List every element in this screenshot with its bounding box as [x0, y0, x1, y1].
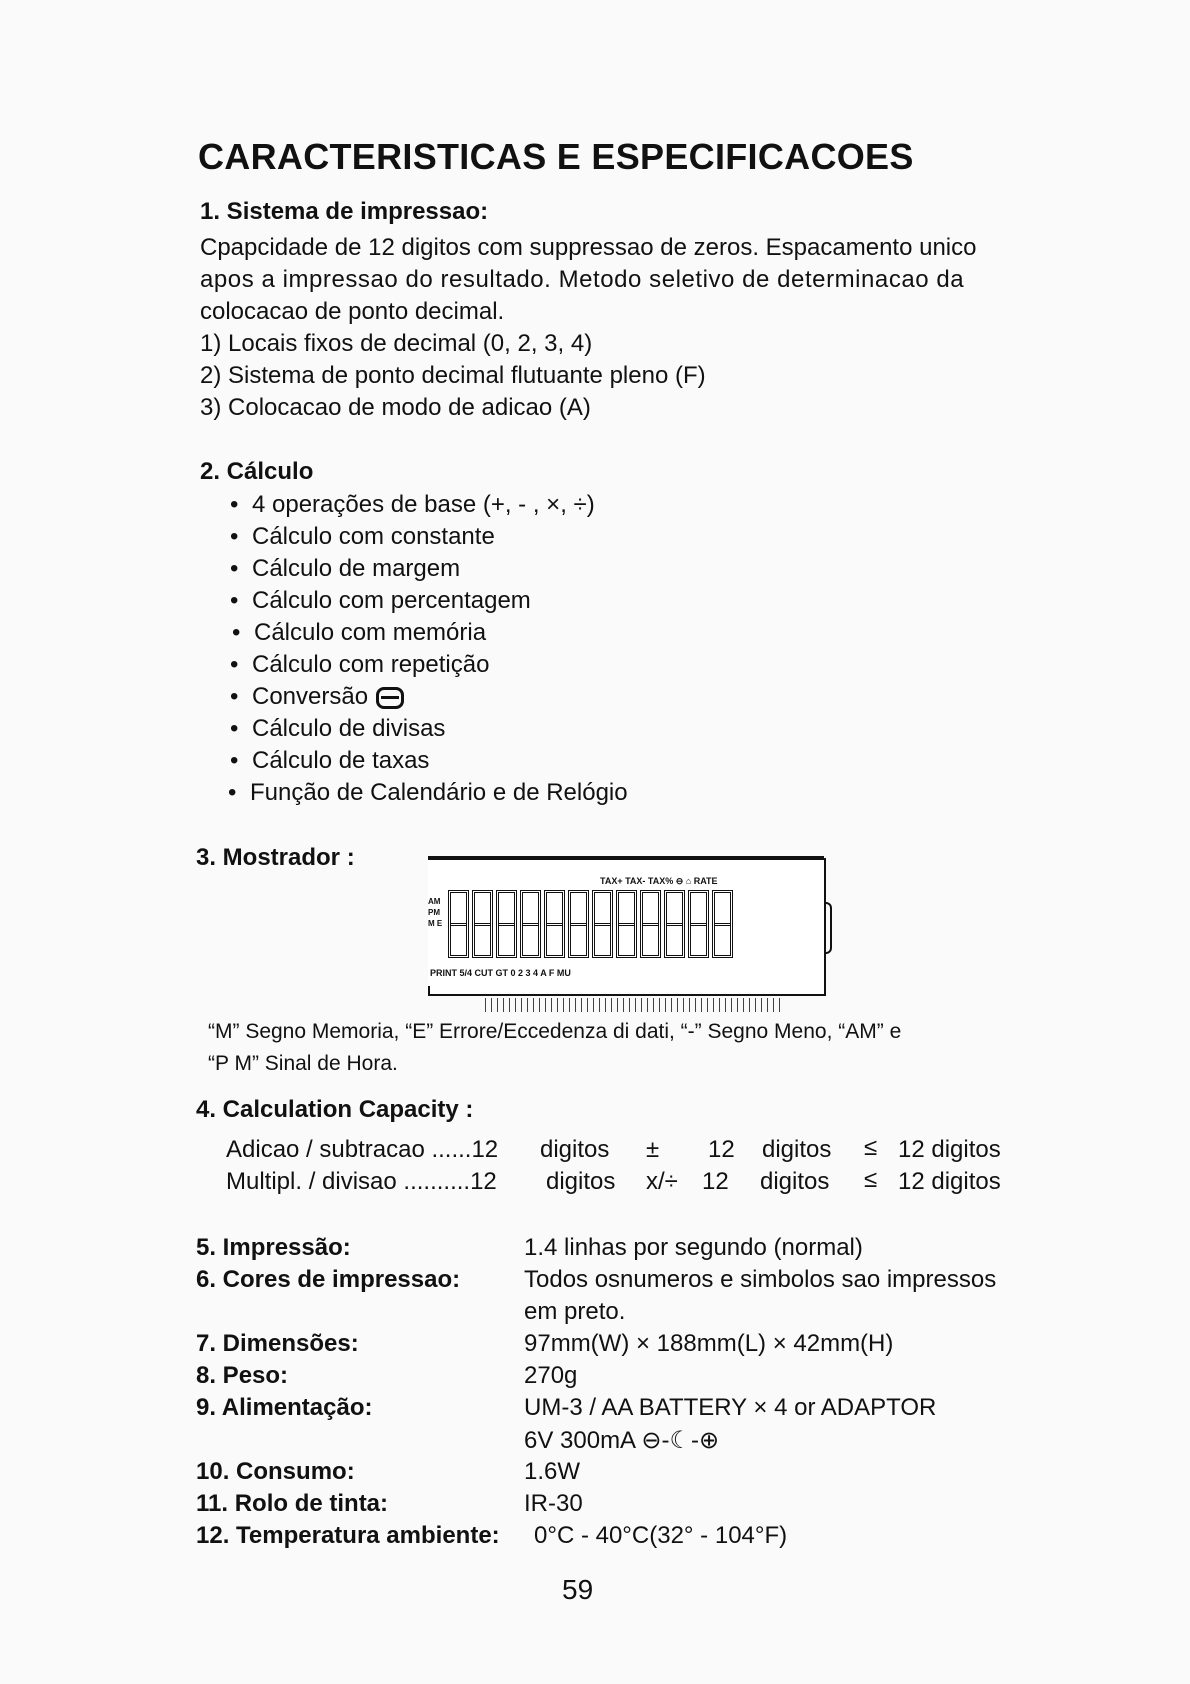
spec-label: 8. Peso: [196, 1362, 289, 1389]
section-1-line: colocacao de ponto decimal. [200, 298, 505, 325]
capacity-value: 12 digitos [898, 1136, 1001, 1163]
display-note: “M” Segno Memoria, “E” Errore/Eccedenza di dati, “-” Segno Meno, “AM” e [208, 1020, 902, 1043]
section-1-line: Cpapcidade de 12 digitos com suppressao de zeros. Espacamento unico [200, 234, 977, 261]
capacity-value: digitos [762, 1136, 832, 1163]
lcd-digit [688, 890, 709, 958]
lcd-digit [496, 890, 517, 958]
section-1-heading: 1. Sistema de impressao: [200, 198, 489, 225]
lcd-digit [640, 890, 661, 958]
lcd-indicators-left: AM PM M E [428, 897, 443, 928]
euro-conversion-icon [376, 687, 404, 709]
spec-value: 6V 300mA ⊖-☾-⊕ [524, 1427, 720, 1454]
list-item: • Cálculo com percentagem [230, 587, 531, 615]
spec-value: 97mm(W) × 188mm(L) × 42mm(H) [524, 1330, 894, 1357]
spec-label: 5. Impressão: [196, 1234, 351, 1261]
spec-value: 270g [524, 1362, 578, 1389]
capacity-value: 12 [702, 1168, 729, 1195]
list-item: • Cálculo de margem [230, 555, 460, 583]
lcd-border [428, 986, 430, 994]
capacity-op: ± [646, 1136, 660, 1163]
capacity-compare: ≤ [864, 1134, 878, 1161]
spec-label: 11. Rolo de tinta: [196, 1490, 389, 1517]
section-1-line: 2) Sistema de ponto decimal flutuante pleno (F) [200, 362, 706, 389]
list-item: • 4 operações de base (+, - , ×, ÷) [230, 491, 595, 519]
lcd-digit [664, 890, 685, 958]
spec-value: IR-30 [524, 1490, 583, 1517]
display-note: “P M” Sinal de Hora. [208, 1052, 398, 1075]
lcd-digit [544, 890, 565, 958]
capacity-value: 12 [708, 1136, 735, 1163]
list-item: • Função de Calendário e de Relógio [228, 779, 628, 807]
lcd-digits [448, 890, 733, 958]
spec-value: UM-3 / AA BATTERY × 4 or ADAPTOR [524, 1394, 937, 1421]
lcd-digit [616, 890, 637, 958]
list-item-conversion [230, 683, 404, 711]
capacity-value: digitos [540, 1136, 610, 1163]
lcd-digit [448, 890, 469, 958]
list-item: • Cálculo com memória [232, 619, 486, 647]
paper-feed-marks [485, 998, 785, 1012]
lcd-display [428, 858, 826, 996]
spec-value: em preto. [524, 1298, 626, 1325]
list-item: • Cálculo de taxas [230, 747, 429, 775]
spec-value: 1.6W [524, 1458, 581, 1485]
capacity-label: Adicao / subtracao ......12 [226, 1136, 499, 1163]
list-item-label: • Conversão [230, 683, 368, 710]
list-item: • Cálculo de divisas [230, 715, 445, 743]
lcd-indicators-top: TAX+ TAX- TAX% ⊖ ⌂ RATE [600, 876, 718, 886]
section-3-heading: 3. Mostrador : [196, 844, 355, 871]
list-item: • Cálculo com constante [230, 523, 495, 551]
capacity-value: digitos [760, 1168, 830, 1195]
lcd-indicators-bottom: PRINT 5/4 CUT GT 0 2 3 4 A F MU [430, 968, 571, 978]
spec-label: 9. Alimentação: [196, 1394, 373, 1421]
section-1-line: 1) Locais fixos de decimal (0, 2, 3, 4) [200, 330, 593, 357]
page-title: CARACTERISTICAS E ESPECIFICACOES [198, 136, 914, 177]
section-1-line: apos a impressao do resultado. Metodo seletivo de determinacao da [200, 266, 965, 293]
lcd-digit [520, 890, 541, 958]
capacity-label: Multipl. / divisao ..........12 [226, 1168, 497, 1195]
capacity-compare: ≤ [864, 1166, 878, 1193]
lcd-digit [472, 890, 493, 958]
lcd-digit [568, 890, 589, 958]
spec-label: 10. Consumo: [196, 1458, 355, 1485]
list-item: • Cálculo com repetição [230, 651, 489, 679]
spec-label: 7. Dimensões: [196, 1330, 359, 1357]
lcd-digit [592, 890, 613, 958]
capacity-value: 12 digitos [898, 1168, 1001, 1195]
capacity-value: digitos [546, 1168, 616, 1195]
section-4-heading: 4. Calculation Capacity : [196, 1096, 474, 1123]
section-1-line: 3) Colocacao de modo de adicao (A) [200, 394, 591, 421]
spec-value: Todos osnumeros e simbolos sao impressos [524, 1266, 997, 1293]
spec-value: 0°C - 40°C(32° - 104°F) [534, 1522, 788, 1549]
spec-label: 6. Cores de impressao: [196, 1266, 461, 1293]
capacity-op: x/÷ [646, 1168, 678, 1195]
page-number: 59 [562, 1574, 594, 1605]
lcd-digit [712, 890, 733, 958]
spec-label: 12. Temperatura ambiente: [196, 1522, 500, 1549]
section-2-heading: 2. Cálculo [200, 458, 314, 485]
lcd-side-tab [824, 902, 832, 954]
spec-value: 1.4 linhas por segundo (normal) [524, 1234, 863, 1261]
